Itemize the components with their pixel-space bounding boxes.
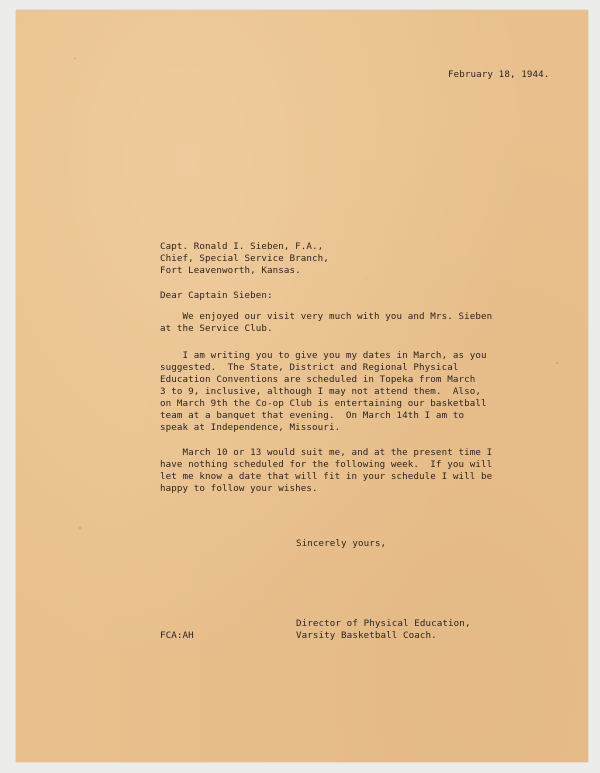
closing: Sincerely yours, <box>296 538 387 549</box>
addressee-line: Fort Leavenworth, Kansas. <box>160 265 301 276</box>
paragraph-line: We enjoyed our visit very much with you and Mrs. Sieben <box>160 311 493 322</box>
paper-speck <box>79 527 81 529</box>
paragraph-line: 3 to 9, inclusive, although I may not attend them. Also, <box>160 386 481 397</box>
addressee-line: Chief, Special Service Branch, <box>160 253 329 264</box>
paragraph-line: speak at Independence, Missouri. <box>160 422 341 433</box>
paper-speck <box>556 362 558 364</box>
signature-title: Director of Physical Education, <box>296 618 471 629</box>
paragraph-line: I am writing you to give you my dates in March, as you <box>160 350 487 361</box>
paragraph-line: team at a banquet that evening. On March 14th I am to <box>160 410 465 421</box>
typist-initials: FCA:AH <box>160 630 194 641</box>
paragraph-line: Education Conventions are scheduled in Topeka from March <box>160 374 476 385</box>
paper-speck <box>366 278 367 279</box>
signature-title: Varsity Basketball Coach. <box>296 630 437 641</box>
salutation: Dear Captain Sieben: <box>160 290 273 301</box>
paragraph-line: have nothing scheduled for the following week. If you will <box>160 459 493 470</box>
paragraph-line: happy to follow your wishes. <box>160 483 318 494</box>
paper-speck <box>74 58 76 59</box>
paragraph-line: at the Service Club. <box>160 323 273 334</box>
paragraph-line: on March 9th the Co-op Club is entertaining our basketball <box>160 398 487 409</box>
letter-date: February 18, 1944. <box>448 69 550 80</box>
paragraph-line: let me know a date that will fit in your schedule I will be <box>160 471 493 482</box>
addressee-line: Capt. Ronald I. Sieben, F.A., <box>160 241 324 252</box>
paragraph-line: March 10 or 13 would suit me, and at the present time I <box>160 447 493 458</box>
paragraph-line: suggested. The State, District and Regional Physical <box>160 362 459 373</box>
